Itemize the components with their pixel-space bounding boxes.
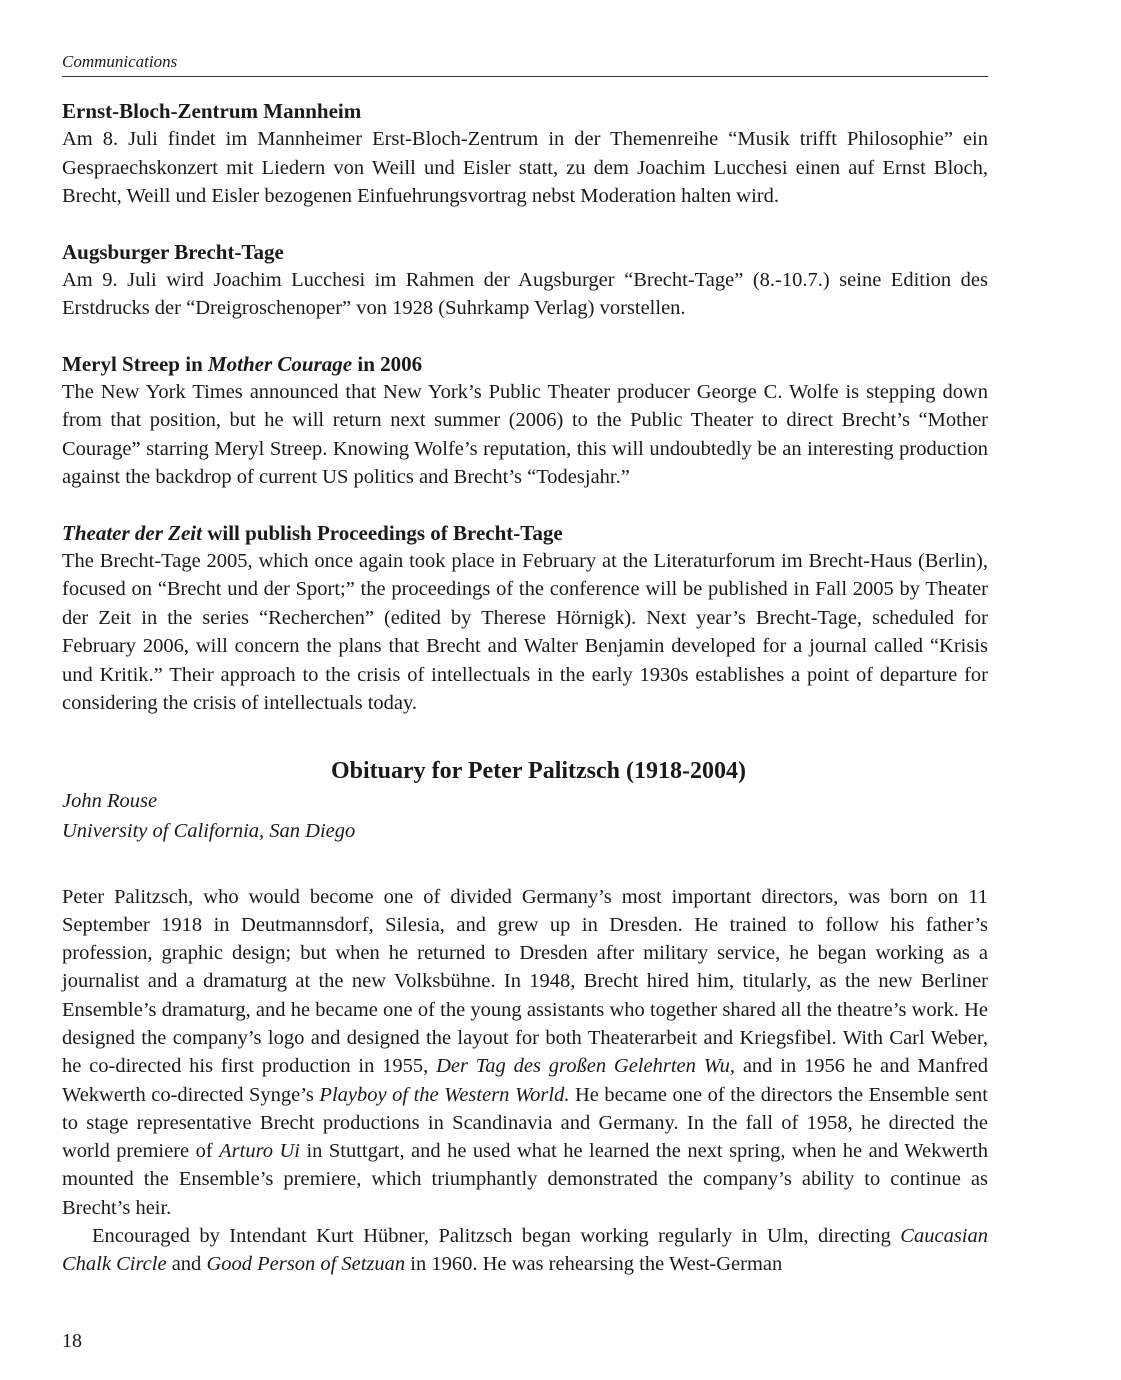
section-heading: Meryl Streep in Mother Courage in 2006 — [62, 351, 423, 376]
page-number: 18 — [62, 1330, 82, 1352]
section-heading: Augsburger Brecht-Tage — [62, 239, 284, 264]
section-body: The New York Times announced that New York’s Public Theater producer George C. Wolfe is stepping down from that position, but he will return next summer (2006) to the Public Theater to direct Brecht’s “Mother Courage” starring Meryl Streep. Knowing Wolfe’s reputation, this will undoubtedly be an interesting production against the backdrop of current US politics and Brecht’s “Todesjahr.” — [62, 380, 988, 488]
obituary-title: Obituary for Peter Palitzsch (1918-2004) — [330, 757, 746, 784]
running-head: Communications — [62, 52, 988, 77]
obituary — [62, 756, 988, 1279]
page — [62, 52, 988, 1279]
section-heading: Ernst-Bloch-Zentrum Mannheim — [62, 99, 362, 123]
section-body: Am 9. Juli wird Joachim Lucchesi im Rahmen der Augsburger “Brecht-Tage” (8.-10.7.) seine Edition des Erstdrucks der “Dreigroschenoper” von 1928 (Suhrkamp Verlag) vorstellen. — [62, 268, 988, 319]
news-item-bloch-zentrum — [62, 97, 988, 211]
news-item-meryl-streep — [62, 350, 988, 492]
section-body: The Brecht-Tage 2005, which once again took place in February at the Literaturforum im Brecht-Haus (Berlin), focused on “Brecht und der Sport;” the proceedings of the conference will be published in Fall 2005 by Theater der Zeit in the series “Recherchen” (edited by Therese Hörnigk). Next year’s Brecht-Tage, scheduled for February 2006, will concern the plans that Brecht and Walter Benjamin developed for a journal called “Krisis und Kritik.” Their approach to the crisis of intellectuals in the early 1930s establishes a point of departure for considering the crisis of intellectuals today. — [62, 549, 988, 714]
section-heading: Theater der Zeit will publish Proceedings of Brecht-Tage — [62, 520, 563, 545]
obituary-paragraph: Encouraged by Intendant Kurt Hübner, Palitzsch began working regularly in Ulm, directing Caucasian Chalk Circle and Good Person of Setzuan in 1960. He was rehearsing the West-German — [62, 1225, 988, 1276]
obituary-affiliation: University of California, San Diego — [62, 819, 356, 842]
section-body: Am 8. Juli findet im Mannheimer Erst-Bloch-Zentrum in der Themenreihe “Musik trifft Philosophie” ein Gespraechskonzert mit Liedern von Weill und Eisler statt, zu dem Joachim Lucchesi einen auf Ernst Bloch, Brecht, Weill und Eisler bezogenen Einfuehrungsvortrag nebst Moderation halten wird. — [62, 128, 988, 207]
obituary-author: John Rouse — [62, 789, 158, 812]
obituary-paragraph: Peter Palitzsch, who would become one of divided Germany’s most important directors, was born on 11 September 1918 in Deutmannsdorf, Silesia, and grew up in Dresden. He trained to follow his father’s profession, graphic design; but when he returned to Dresden after military service, he began working as a journalist and a dramaturg at the new Volksbühne. In 1948, Brecht hired him, titularly, as the new Berliner Ensemble’s dramaturg, and he became one of the young assistants who together shared all the theatre’s work. He designed the company’s logo and designed the layout for both Theaterarbeit and Kriegsfibel. With Carl Weber, he co-directed his first production in 1955, Der Tag des großen Gelehrten Wu, and in 1956 he and Manfred Wekwerth co-directed Synge’s Playboy of the Western World. He became one of the directors the Ensemble sent to stage representative Brecht productions in Scandinavia and Germany. In the fall of 1958, he directed the world premiere of Arturo Ui in Stuttgart, and he used what he learned the next spring, when he and Wekwerth mounted the Ensemble’s premiere, which triumphantly demonstrated the company’s ability to continue as Brecht’s heir. — [62, 885, 988, 1219]
news-item-augsburger-brecht-tage — [62, 238, 988, 323]
news-item-theater-der-zeit — [62, 519, 988, 718]
